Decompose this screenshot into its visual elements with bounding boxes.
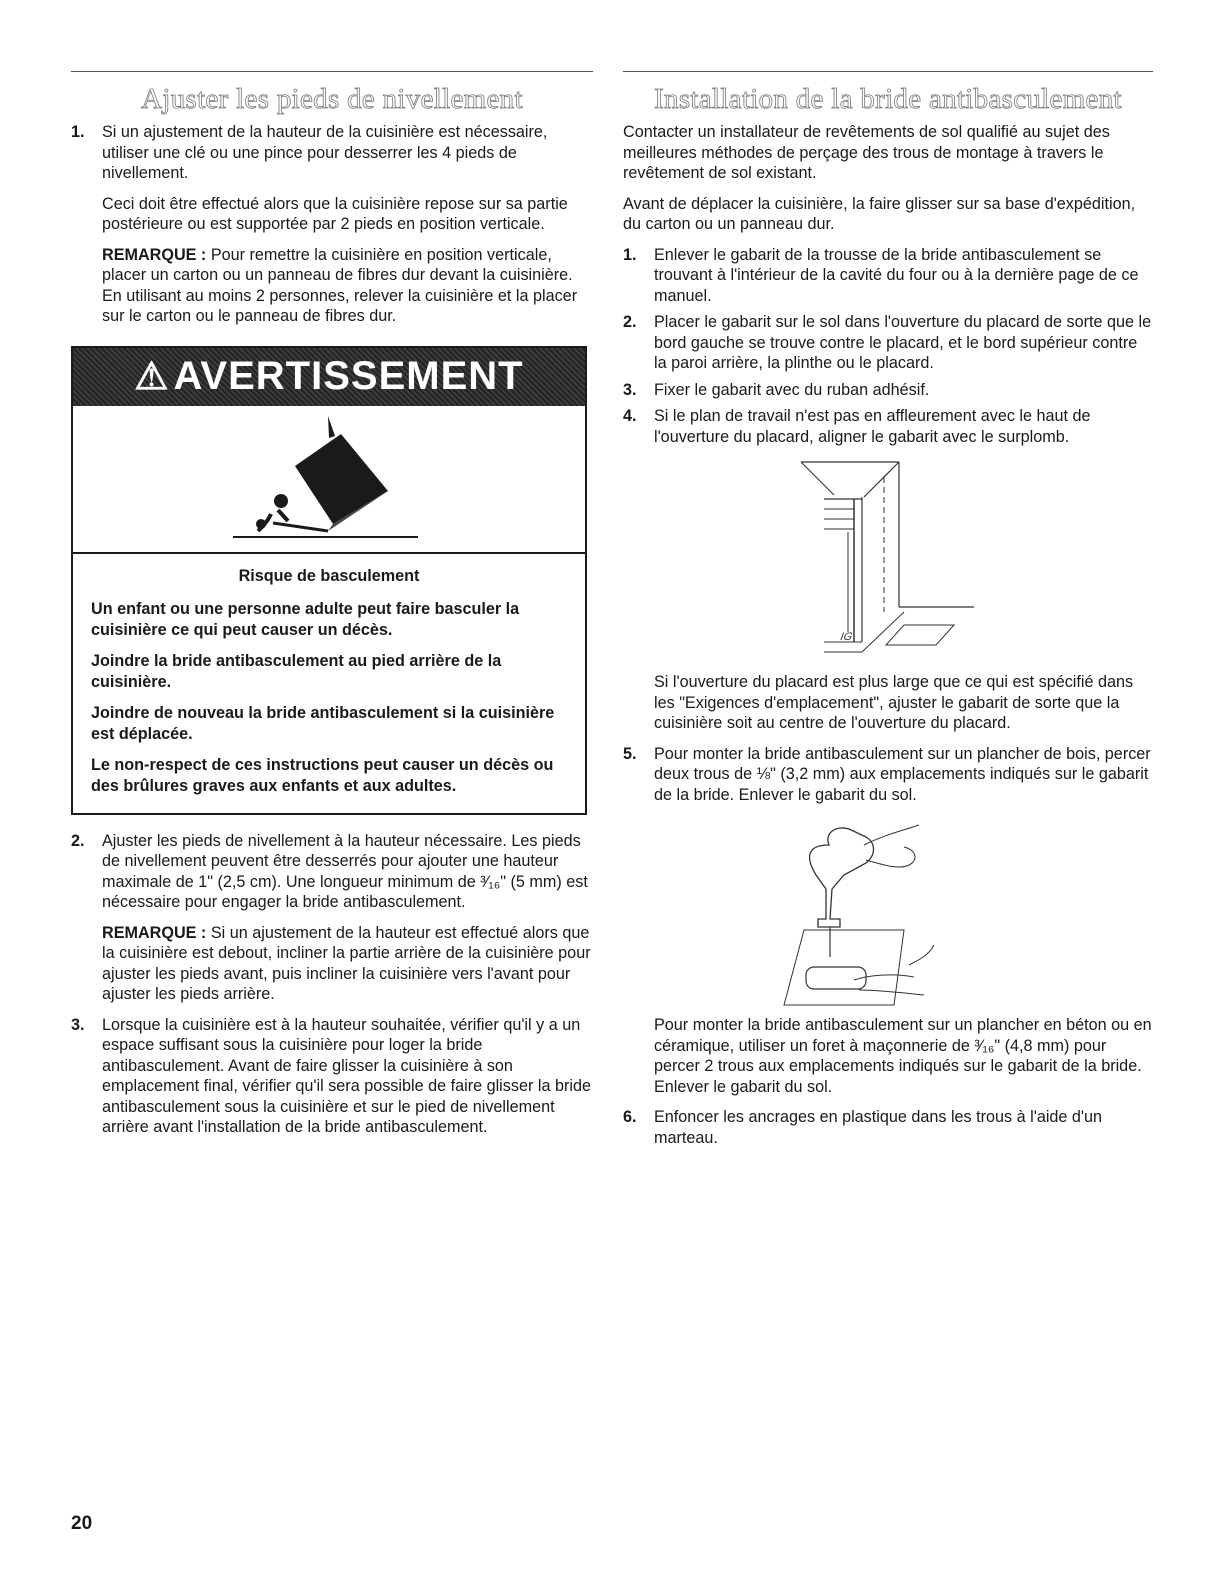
step-2 (623, 312, 1153, 374)
step-1 (623, 245, 1153, 307)
cabinet-template-illustration (654, 457, 1153, 672)
step-number: 5. (623, 744, 637, 763)
section-rule (623, 71, 1153, 72)
warning-line: Joindre de nouveau la bride antibasculement si la cuisinière est déplacée. (91, 703, 555, 743)
step-text: Enlever le gabarit de la trousse de la bride antibasculement se trouvant à l'intérieur de la cavité du four ou à la dernière page de ce manuel. (654, 245, 1139, 305)
step-1 (71, 122, 593, 327)
intro-text: Avant de déplacer la cuisinière, la faire glisser sur sa base d'expédition, du carton ou un panneau dur. (623, 194, 1136, 233)
note (102, 923, 593, 1005)
step-text: Placer le gabarit sur le sol dans l'ouverture du placard de sorte que le bord gauche se trouve contre le placard, et le bord supérieur contre la paroi arrière, la plinthe ou le placard. (654, 313, 1152, 372)
step-number: 6. (623, 1108, 637, 1126)
warning-title: AVERTISSEMENT (173, 354, 524, 398)
step-number: 1. (623, 245, 637, 264)
step-text: Pour monter la bride antibasculement sur un plancher de bois, percer deux trous de ⅛" (3,2 mm) aux emplacements indiqués sur le gabarit de la bride. Enlever le gabarit du sol. (654, 744, 1151, 804)
warning-triangle-icon: ⚠ (134, 356, 170, 398)
step-text: Si l'ouverture du placard est plus large que ce qui est spécifié dans les "Exigences d'emplacement", ajuster le gabarit de sorte que la cuisinière soit au centre de l'ouverture du placard. (654, 673, 1134, 732)
step-5 (623, 744, 1153, 1098)
step-number: 2. (71, 831, 85, 850)
tip-over-illustration (73, 406, 585, 554)
step-2 (71, 831, 593, 1005)
section-rule (71, 71, 593, 72)
cabinet-opening-figure (654, 457, 994, 672)
step-3 (623, 380, 1153, 401)
note-text: Si un ajustement de la hauteur est effectué alors que la cuisinière est debout, incliner la partie arrière de la cuisinière pour ajuster les pieds avant, puis incliner la cuisinière vers l'avant pour ajuster les pieds arrière. (102, 923, 591, 1003)
step-4 (623, 406, 1153, 734)
warning-box (71, 346, 587, 815)
step-text: Si un ajustement de la hauteur de la cuisinière est nécessaire, utiliser une clé ou une pince pour desserrer les 4 pieds de nivellement. (102, 123, 548, 182)
warning-line: Le non-respect de ces instructions peut causer un décès ou des brûlures graves aux enfants et aux adultes. (91, 755, 554, 795)
intro-text: Contacter un installateur de revêtements de sol qualifié au sujet des meilleures méthodes de perçage des trous de montage à travers le revêtement de sol existant. (623, 123, 1110, 182)
step-number: 3. (71, 1015, 85, 1034)
left-column (71, 71, 593, 1148)
note-label: REMARQUE : (102, 245, 207, 264)
step-number: 2. (623, 313, 637, 331)
section-title-anti-tip: Installation de la bride antibasculement (654, 83, 1122, 115)
step-text: Si le plan de travail n'est pas en affleurement avec le haut de l'ouverture du placard, aligner le gabarit avec le surplomb. (654, 407, 1091, 446)
step-6 (623, 1107, 1153, 1148)
page-number: 20 (71, 1513, 93, 1534)
step-number: 4. (623, 407, 637, 425)
warning-risk: Risque de basculement (238, 566, 420, 585)
step-text: Lorsque la cuisinière est à la hauteur souhaitée, vérifier qu'il y a un espace suffisant sous la cuisinière pour loger la bride antibasculement. Avant de faire glisser la cuisinière à son emplacement final, vérifier qu'il sera possible de faire glisser la bride antibasculement sous la cuisinière et sur le pied de nivellement arrière avant l'installation de la bride antibasculement. (102, 1015, 591, 1136)
step-text: Enfoncer les ancrages en plastique dans les trous à l'aide d'un marteau. (654, 1108, 1103, 1147)
note-label: REMARQUE : (102, 923, 207, 942)
svg-text:IG: IG (838, 631, 855, 643)
drilling-figure (654, 815, 994, 1015)
warning-line: Un enfant ou une personne adulte peut faire basculer la cuisinière ce qui peut causer un décès. (91, 599, 520, 639)
step-number: 3. (623, 380, 637, 399)
step-number: 1. (71, 123, 85, 141)
section-title-leveling: Ajuster les pieds de nivellement (141, 83, 523, 115)
warning-header (73, 348, 585, 406)
tipping-range-figure (73, 406, 581, 552)
step-text: Pour monter la bride antibasculement sur un plancher en béton ou en céramique, utiliser un foret à maçonnerie de ³⁄₁₆" (4,8 mm) pour percer 2 trous aux emplacements indiqués sur le gabarit de la bride. Enlever le gabarit du sol. (654, 1016, 1152, 1096)
step-text: Ajuster les pieds de nivellement à la hauteur nécessaire. Les pieds de nivellement peuvent être desserrés pour ajouter une hauteur maximale de 1" (2,5 cm). Une longueur minimum de ³⁄₁₆" (5 mm) est nécessaire pour engager la bride antibasculement. (102, 831, 588, 911)
warning-line: Joindre la bride antibasculement au pied arrière de la cuisinière. (91, 651, 502, 691)
note (102, 245, 593, 327)
warning-body (73, 554, 585, 813)
step-text: Ceci doit être effectué alors que la cuisinière repose sur sa partie postérieure ou est supportée par 2 pieds en position verticale. (102, 194, 568, 233)
drill-illustration (654, 815, 1153, 1015)
step-3 (71, 1015, 593, 1138)
step-text: Fixer le gabarit avec du ruban adhésif. (654, 380, 930, 399)
right-column (623, 71, 1153, 1158)
note-text: Pour remettre la cuisinière en position verticale, placer un carton ou un panneau de fibres dur devant la cuisinière. En utilisant au moins 2 personnes, relever la cuisinière et la placer sur le carton ou le panneau de fibres dur. (102, 245, 578, 325)
